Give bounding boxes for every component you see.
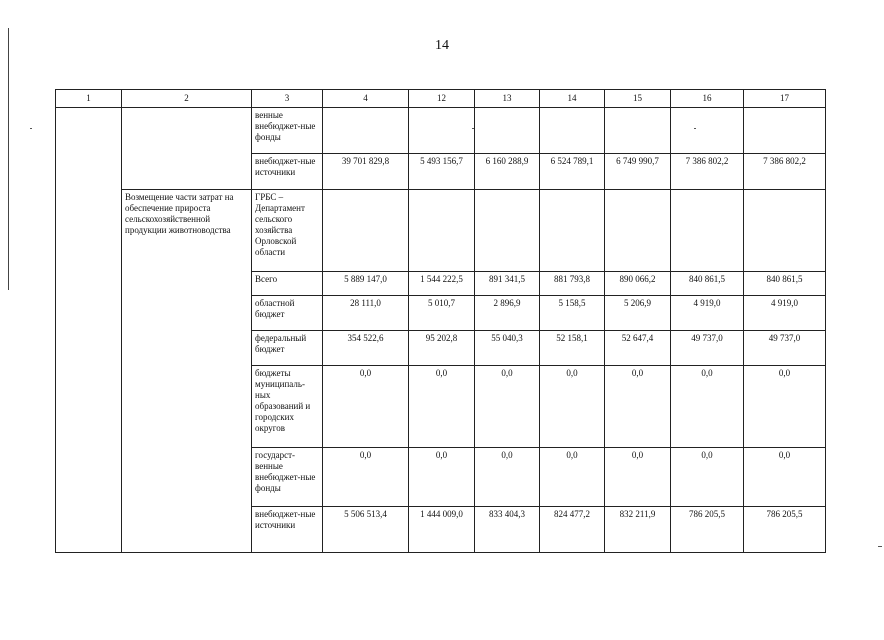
value-cell: [744, 190, 826, 272]
value-cell: [409, 108, 475, 154]
column-header: 2: [122, 90, 252, 108]
value-cell: [605, 108, 671, 154]
value-cell: 6 160 288,9: [475, 154, 540, 190]
value-cell: 0,0: [475, 448, 540, 507]
value-cell: 5 206,9: [605, 296, 671, 331]
value-cell: 5 158,5: [540, 296, 605, 331]
column-header: 12: [409, 90, 475, 108]
funding-source-cell: бюджеты муниципаль-ных образований и городских округов: [252, 366, 323, 448]
funding-source-cell: внебюджет-ные источники: [252, 154, 323, 190]
value-cell: 7 386 802,2: [671, 154, 744, 190]
value-cell: 840 861,5: [671, 272, 744, 296]
value-cell: 5 493 156,7: [409, 154, 475, 190]
column-header: 16: [671, 90, 744, 108]
value-cell: 786 205,5: [671, 507, 744, 553]
table-row: [56, 108, 826, 154]
value-cell: 28 111,0: [323, 296, 409, 331]
value-cell: 0,0: [671, 366, 744, 448]
column-header: 3: [252, 90, 323, 108]
value-cell: 6 524 789,1: [540, 154, 605, 190]
value-cell: [409, 190, 475, 272]
table-row: [56, 190, 826, 272]
value-cell: 786 205,5: [744, 507, 826, 553]
value-cell: 0,0: [540, 448, 605, 507]
funding-source-cell: федеральный бюджет: [252, 331, 323, 366]
value-cell: 840 861,5: [744, 272, 826, 296]
value-cell: [605, 190, 671, 272]
value-cell: 0,0: [409, 366, 475, 448]
value-cell: 2 896,9: [475, 296, 540, 331]
value-cell: 7 386 802,2: [744, 154, 826, 190]
value-cell: 0,0: [409, 448, 475, 507]
value-cell: 6 749 990,7: [605, 154, 671, 190]
value-cell: 1 544 222,5: [409, 272, 475, 296]
value-cell: [744, 108, 826, 154]
measure-title-cell: Возмещение части затрат на обеспечение прироста сельскохозяйственной продукции животноводства: [122, 190, 252, 553]
column-header: 1: [56, 90, 122, 108]
column-header: 15: [605, 90, 671, 108]
budget-table: [55, 89, 826, 553]
funding-source-cell: Всего: [252, 272, 323, 296]
value-cell: [540, 108, 605, 154]
value-cell: 49 737,0: [744, 331, 826, 366]
value-cell: 0,0: [323, 366, 409, 448]
value-cell: 52 158,1: [540, 331, 605, 366]
value-cell: 4 919,0: [671, 296, 744, 331]
value-cell: 52 647,4: [605, 331, 671, 366]
scan-margin-line: [8, 28, 9, 290]
value-cell: 49 737,0: [671, 331, 744, 366]
value-cell: [323, 190, 409, 272]
value-cell: 5 506 513,4: [323, 507, 409, 553]
value-cell: 5 889 147,0: [323, 272, 409, 296]
column-header: 14: [540, 90, 605, 108]
value-cell: 0,0: [744, 366, 826, 448]
value-cell: [323, 108, 409, 154]
value-cell: 354 522,6: [323, 331, 409, 366]
value-cell: 890 066,2: [605, 272, 671, 296]
value-cell: 0,0: [744, 448, 826, 507]
value-cell: [671, 108, 744, 154]
value-cell: 0,0: [605, 366, 671, 448]
value-cell: 891 341,5: [475, 272, 540, 296]
funding-source-cell: областной бюджет: [252, 296, 323, 331]
scan-speck: [30, 128, 32, 129]
page-number: 14: [435, 38, 449, 53]
measure-number-cell: [56, 108, 122, 553]
value-cell: 1 444 009,0: [409, 507, 475, 553]
value-cell: 0,0: [475, 366, 540, 448]
value-cell: [540, 190, 605, 272]
funding-source-cell: государст-венные внебюджет-ные фонды: [252, 448, 323, 507]
table-header-row: [56, 90, 826, 108]
value-cell: 881 793,8: [540, 272, 605, 296]
value-cell: 0,0: [323, 448, 409, 507]
value-cell: 4 919,0: [744, 296, 826, 331]
value-cell: [671, 190, 744, 272]
value-cell: 0,0: [605, 448, 671, 507]
value-cell: [475, 190, 540, 272]
value-cell: 832 211,9: [605, 507, 671, 553]
value-cell: 824 477,2: [540, 507, 605, 553]
scan-speck: [878, 546, 882, 547]
value-cell: 0,0: [540, 366, 605, 448]
column-header: 13: [475, 90, 540, 108]
value-cell: 833 404,3: [475, 507, 540, 553]
value-cell: 39 701 829,8: [323, 154, 409, 190]
column-header: 4: [323, 90, 409, 108]
prior-measure-cell: [122, 108, 252, 190]
value-cell: 0,0: [671, 448, 744, 507]
value-cell: 5 010,7: [409, 296, 475, 331]
funding-source-cell: венные внебюджет-ные фонды: [252, 108, 323, 154]
value-cell: [475, 108, 540, 154]
column-header: 17: [744, 90, 826, 108]
funding-source-cell: ГРБС – Департамент сельского хозяйства Орловской области: [252, 190, 323, 272]
funding-source-cell: внебюджет-ные источники: [252, 507, 323, 553]
value-cell: 95 202,8: [409, 331, 475, 366]
value-cell: 55 040,3: [475, 331, 540, 366]
